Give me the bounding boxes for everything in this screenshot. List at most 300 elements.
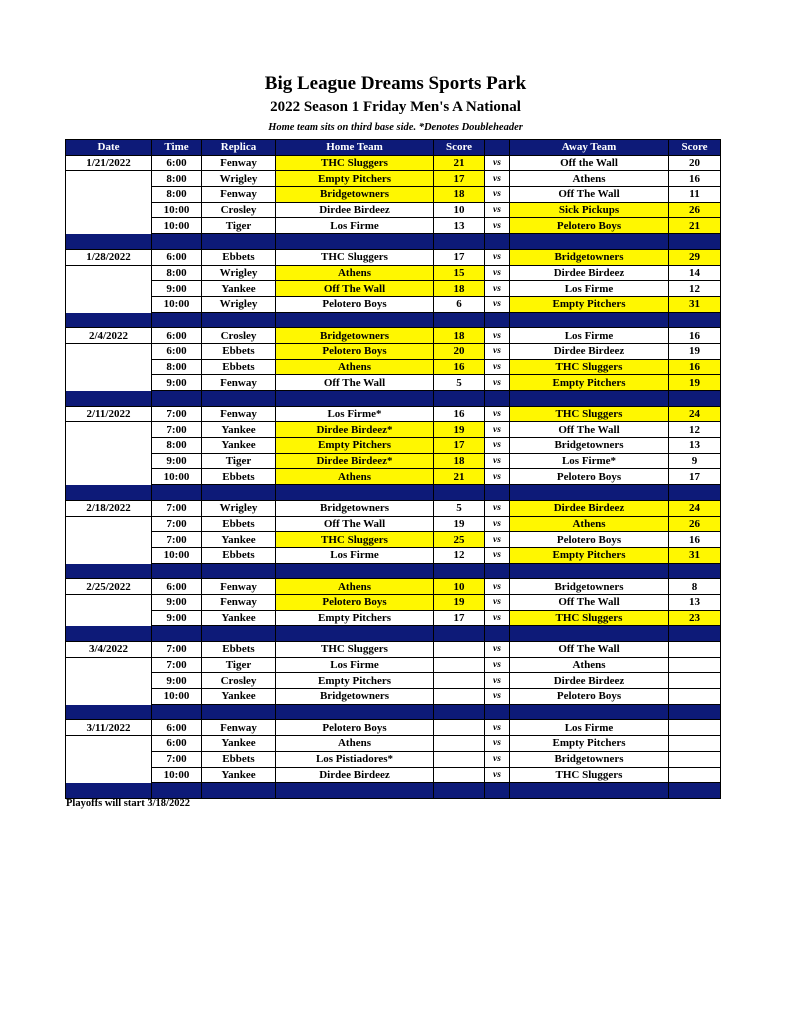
home-score: 18 <box>434 187 485 203</box>
week-separator <box>66 626 721 642</box>
away-team: Pelotero Boys <box>510 469 669 485</box>
game-time: 9:00 <box>152 375 202 391</box>
separator-cell <box>434 485 485 501</box>
home-team: Pelotero Boys <box>276 594 434 610</box>
separator-cell <box>485 626 510 642</box>
game-time: 8:00 <box>152 438 202 454</box>
vs-label: vs <box>485 422 510 438</box>
game-date <box>66 610 152 626</box>
separator-cell <box>276 485 434 501</box>
home-score <box>434 720 485 736</box>
game-time: 10:00 <box>152 469 202 485</box>
field-name: Wrigley <box>202 500 276 516</box>
game-row <box>66 767 721 783</box>
game-date: 2/18/2022 <box>66 500 152 516</box>
home-team: Empty Pitchers <box>276 438 434 454</box>
game-date: 1/21/2022 <box>66 155 152 171</box>
separator-cell <box>202 312 276 328</box>
week-separator <box>66 704 721 720</box>
separator-cell <box>669 783 721 799</box>
game-row <box>66 610 721 626</box>
away-score: 12 <box>669 422 721 438</box>
away-team: Pelotero Boys <box>510 532 669 548</box>
field-name: Yankee <box>202 610 276 626</box>
game-date <box>66 547 152 563</box>
away-score: 26 <box>669 516 721 532</box>
column-header: Away Team <box>510 140 669 156</box>
away-score: 19 <box>669 375 721 391</box>
field-name: Wrigley <box>202 296 276 312</box>
home-team: Pelotero Boys <box>276 343 434 359</box>
week-separator <box>66 312 721 328</box>
home-score: 6 <box>434 296 485 312</box>
separator-cell <box>152 626 202 642</box>
vs-label: vs <box>485 547 510 563</box>
separator-cell <box>276 783 434 799</box>
field-name: Ebbets <box>202 343 276 359</box>
game-row <box>66 187 721 203</box>
separator-cell <box>202 783 276 799</box>
game-time: 6:00 <box>152 343 202 359</box>
away-team: Off The Wall <box>510 422 669 438</box>
home-team: Los Firme <box>276 547 434 563</box>
game-date <box>66 767 152 783</box>
game-row <box>66 547 721 563</box>
separator-cell <box>276 234 434 250</box>
game-row <box>66 736 721 752</box>
game-date <box>66 532 152 548</box>
page-title: Big League Dreams Sports Park <box>264 73 527 94</box>
separator-cell <box>434 391 485 407</box>
field-name: Yankee <box>202 438 276 454</box>
game-date <box>66 422 152 438</box>
separator-cell <box>202 563 276 579</box>
game-row <box>66 500 721 516</box>
field-name: Ebbets <box>202 642 276 658</box>
home-team: Pelotero Boys <box>276 720 434 736</box>
away-team: Bridgetowners <box>510 438 669 454</box>
away-score: 14 <box>669 265 721 281</box>
home-team: Athens <box>276 579 434 595</box>
home-team: Empty Pitchers <box>276 171 434 187</box>
vs-label: vs <box>485 500 510 516</box>
game-date <box>66 438 152 454</box>
schedule-body <box>66 155 721 798</box>
away-team: THC Sluggers <box>510 767 669 783</box>
separator-cell <box>485 391 510 407</box>
away-team: Los Firme <box>510 720 669 736</box>
game-date <box>66 281 152 297</box>
home-team: THC Sluggers <box>276 155 434 171</box>
game-date <box>66 657 152 673</box>
field-name: Crosley <box>202 328 276 344</box>
home-score: 19 <box>434 594 485 610</box>
field-name: Yankee <box>202 532 276 548</box>
game-row <box>66 155 721 171</box>
away-team: Bridgetowners <box>510 249 669 265</box>
away-team: THC Sluggers <box>510 406 669 422</box>
game-date <box>66 359 152 375</box>
away-team: Bridgetowners <box>510 579 669 595</box>
field-name: Yankee <box>202 689 276 705</box>
separator-cell <box>66 626 152 642</box>
game-time: 9:00 <box>152 594 202 610</box>
field-name: Ebbets <box>202 516 276 532</box>
home-score <box>434 767 485 783</box>
home-score: 20 <box>434 343 485 359</box>
away-score: 31 <box>669 296 721 312</box>
column-header <box>485 140 510 156</box>
vs-label: vs <box>485 171 510 187</box>
separator-cell <box>276 391 434 407</box>
home-score: 10 <box>434 579 485 595</box>
field-name: Ebbets <box>202 359 276 375</box>
home-team: Dirdee Birdeez* <box>276 422 434 438</box>
separator-cell <box>152 485 202 501</box>
game-date <box>66 171 152 187</box>
home-score <box>434 736 485 752</box>
game-date <box>66 265 152 281</box>
vs-label: vs <box>485 187 510 203</box>
home-score <box>434 751 485 767</box>
field-name: Crosley <box>202 673 276 689</box>
separator-cell <box>485 783 510 799</box>
game-row <box>66 469 721 485</box>
separator-cell <box>66 783 152 799</box>
away-team: Dirdee Birdeez <box>510 343 669 359</box>
game-row <box>66 265 721 281</box>
away-score: 21 <box>669 218 721 234</box>
away-team: Los Firme* <box>510 453 669 469</box>
game-time: 6:00 <box>152 579 202 595</box>
home-score: 21 <box>434 469 485 485</box>
game-time: 9:00 <box>152 453 202 469</box>
footer-note: Playoffs will start 3/18/2022 <box>66 798 190 809</box>
field-name: Wrigley <box>202 265 276 281</box>
column-header: Score <box>669 140 721 156</box>
away-score: 17 <box>669 469 721 485</box>
vs-label: vs <box>485 155 510 171</box>
home-team: Empty Pitchers <box>276 673 434 689</box>
separator-cell <box>485 234 510 250</box>
separator-cell <box>669 234 721 250</box>
game-row <box>66 406 721 422</box>
vs-label: vs <box>485 689 510 705</box>
home-team: Dirdee Birdeez <box>276 767 434 783</box>
game-date: 3/11/2022 <box>66 720 152 736</box>
home-score: 17 <box>434 249 485 265</box>
home-score: 13 <box>434 218 485 234</box>
home-team: Pelotero Boys <box>276 296 434 312</box>
game-time: 7:00 <box>152 422 202 438</box>
column-header: Score <box>434 140 485 156</box>
vs-label: vs <box>485 642 510 658</box>
game-row <box>66 689 721 705</box>
field-name: Tiger <box>202 657 276 673</box>
field-name: Ebbets <box>202 751 276 767</box>
field-name: Fenway <box>202 375 276 391</box>
home-score: 12 <box>434 547 485 563</box>
game-time: 7:00 <box>152 751 202 767</box>
vs-label: vs <box>485 594 510 610</box>
vs-label: vs <box>485 438 510 454</box>
game-date <box>66 375 152 391</box>
home-score: 5 <box>434 500 485 516</box>
vs-label: vs <box>485 469 510 485</box>
separator-cell <box>669 704 721 720</box>
field-name: Fenway <box>202 406 276 422</box>
game-row <box>66 249 721 265</box>
separator-cell <box>202 485 276 501</box>
column-header: Home Team <box>276 140 434 156</box>
vs-label: vs <box>485 296 510 312</box>
home-score <box>434 689 485 705</box>
separator-cell <box>510 312 669 328</box>
separator-cell <box>276 626 434 642</box>
separator-cell <box>510 626 669 642</box>
game-time: 9:00 <box>152 281 202 297</box>
home-team: Bridgetowners <box>276 187 434 203</box>
game-time: 7:00 <box>152 500 202 516</box>
game-row <box>66 422 721 438</box>
home-team: Bridgetowners <box>276 500 434 516</box>
separator-cell <box>434 563 485 579</box>
game-date: 3/4/2022 <box>66 642 152 658</box>
week-separator <box>66 485 721 501</box>
game-date: 2/25/2022 <box>66 579 152 595</box>
separator-cell <box>152 391 202 407</box>
home-team: Los Firme* <box>276 406 434 422</box>
home-team: Off The Wall <box>276 375 434 391</box>
away-score: 13 <box>669 594 721 610</box>
separator-cell <box>669 485 721 501</box>
away-team: Dirdee Birdeez <box>510 673 669 689</box>
home-score <box>434 657 485 673</box>
game-row <box>66 594 721 610</box>
separator-cell <box>669 391 721 407</box>
column-header: Time <box>152 140 202 156</box>
separator-cell <box>669 563 721 579</box>
field-name: Tiger <box>202 218 276 234</box>
separator-cell <box>485 312 510 328</box>
vs-label: vs <box>485 218 510 234</box>
game-time: 6:00 <box>152 328 202 344</box>
away-score: 29 <box>669 249 721 265</box>
game-date <box>66 218 152 234</box>
vs-label: vs <box>485 657 510 673</box>
away-score: 9 <box>669 453 721 469</box>
separator-cell <box>66 234 152 250</box>
game-time: 8:00 <box>152 171 202 187</box>
separator-cell <box>434 783 485 799</box>
away-score: 12 <box>669 281 721 297</box>
vs-label: vs <box>485 453 510 469</box>
home-team: Off The Wall <box>276 281 434 297</box>
separator-cell <box>510 783 669 799</box>
home-score <box>434 642 485 658</box>
separator-cell <box>66 391 152 407</box>
game-date <box>66 516 152 532</box>
game-date: 2/11/2022 <box>66 406 152 422</box>
home-team: THC Sluggers <box>276 532 434 548</box>
game-row <box>66 202 721 218</box>
game-row <box>66 296 721 312</box>
home-team: Los Firme <box>276 218 434 234</box>
home-team: Bridgetowners <box>276 328 434 344</box>
game-date <box>66 187 152 203</box>
game-time: 10:00 <box>152 218 202 234</box>
away-team: THC Sluggers <box>510 610 669 626</box>
home-score: 25 <box>434 532 485 548</box>
separator-cell <box>152 783 202 799</box>
schedule-table <box>65 139 721 799</box>
away-team: Athens <box>510 171 669 187</box>
away-score: 16 <box>669 171 721 187</box>
separator-cell <box>66 312 152 328</box>
separator-cell <box>434 626 485 642</box>
game-row <box>66 375 721 391</box>
vs-label: vs <box>485 767 510 783</box>
separator-cell <box>202 391 276 407</box>
away-score: 24 <box>669 500 721 516</box>
away-team: Athens <box>510 516 669 532</box>
game-time: 8:00 <box>152 265 202 281</box>
column-header: Replica <box>202 140 276 156</box>
field-name: Tiger <box>202 453 276 469</box>
page-subtitle: 2022 Season 1 Friday Men's A National <box>270 99 521 115</box>
game-date: 2/4/2022 <box>66 328 152 344</box>
away-team: Bridgetowners <box>510 751 669 767</box>
week-separator <box>66 563 721 579</box>
separator-cell <box>152 704 202 720</box>
game-row <box>66 516 721 532</box>
field-name: Fenway <box>202 720 276 736</box>
home-team: Dirdee Birdeez <box>276 202 434 218</box>
away-team: Los Firme <box>510 328 669 344</box>
separator-cell <box>510 563 669 579</box>
home-score: 17 <box>434 438 485 454</box>
vs-label: vs <box>485 359 510 375</box>
game-time: 7:00 <box>152 516 202 532</box>
vs-label: vs <box>485 265 510 281</box>
game-time: 10:00 <box>152 547 202 563</box>
game-row <box>66 532 721 548</box>
away-score <box>669 736 721 752</box>
game-date <box>66 594 152 610</box>
column-header: Date <box>66 140 152 156</box>
vs-label: vs <box>485 579 510 595</box>
away-score <box>669 689 721 705</box>
game-row <box>66 673 721 689</box>
game-row <box>66 642 721 658</box>
field-name: Fenway <box>202 155 276 171</box>
away-score: 23 <box>669 610 721 626</box>
home-team: Athens <box>276 359 434 375</box>
away-score: 16 <box>669 532 721 548</box>
away-score: 13 <box>669 438 721 454</box>
home-team: Off The Wall <box>276 516 434 532</box>
game-row <box>66 343 721 359</box>
game-date: 1/28/2022 <box>66 249 152 265</box>
away-score: 19 <box>669 343 721 359</box>
separator-cell <box>510 391 669 407</box>
game-date <box>66 343 152 359</box>
separator-cell <box>434 312 485 328</box>
game-row <box>66 453 721 469</box>
vs-label: vs <box>485 532 510 548</box>
away-score: 16 <box>669 359 721 375</box>
field-name: Fenway <box>202 594 276 610</box>
vs-label: vs <box>485 720 510 736</box>
home-score: 16 <box>434 359 485 375</box>
game-date <box>66 296 152 312</box>
game-time: 7:00 <box>152 657 202 673</box>
home-score: 18 <box>434 281 485 297</box>
separator-cell <box>510 704 669 720</box>
game-date <box>66 469 152 485</box>
away-score <box>669 673 721 689</box>
game-time: 10:00 <box>152 767 202 783</box>
away-team: Empty Pitchers <box>510 375 669 391</box>
field-name: Yankee <box>202 767 276 783</box>
home-team: Athens <box>276 265 434 281</box>
table-header-row <box>66 140 721 156</box>
home-score: 15 <box>434 265 485 281</box>
game-time: 10:00 <box>152 689 202 705</box>
separator-cell <box>202 626 276 642</box>
game-date <box>66 689 152 705</box>
game-row <box>66 720 721 736</box>
home-score: 19 <box>434 422 485 438</box>
game-time: 6:00 <box>152 720 202 736</box>
away-team: Pelotero Boys <box>510 689 669 705</box>
away-team: Off The Wall <box>510 642 669 658</box>
separator-cell <box>510 234 669 250</box>
home-team: Bridgetowners <box>276 689 434 705</box>
away-team: Empty Pitchers <box>510 296 669 312</box>
away-team: Off the Wall <box>510 155 669 171</box>
game-date <box>66 751 152 767</box>
separator-cell <box>434 234 485 250</box>
home-score: 16 <box>434 406 485 422</box>
field-name: Wrigley <box>202 171 276 187</box>
game-time: 7:00 <box>152 642 202 658</box>
separator-cell <box>510 485 669 501</box>
game-row <box>66 171 721 187</box>
away-team: Off The Wall <box>510 594 669 610</box>
separator-cell <box>152 234 202 250</box>
home-team: THC Sluggers <box>276 642 434 658</box>
game-row <box>66 218 721 234</box>
game-row <box>66 579 721 595</box>
home-team: Empty Pitchers <box>276 610 434 626</box>
game-time: 9:00 <box>152 673 202 689</box>
home-score: 19 <box>434 516 485 532</box>
away-score: 24 <box>669 406 721 422</box>
away-score: 31 <box>669 547 721 563</box>
separator-cell <box>485 485 510 501</box>
away-score <box>669 642 721 658</box>
separator-cell <box>276 704 434 720</box>
away-score: 8 <box>669 579 721 595</box>
away-score: 11 <box>669 187 721 203</box>
game-time: 6:00 <box>152 736 202 752</box>
separator-cell <box>276 563 434 579</box>
separator-cell <box>669 312 721 328</box>
home-score: 17 <box>434 171 485 187</box>
game-row <box>66 751 721 767</box>
separator-cell <box>485 704 510 720</box>
